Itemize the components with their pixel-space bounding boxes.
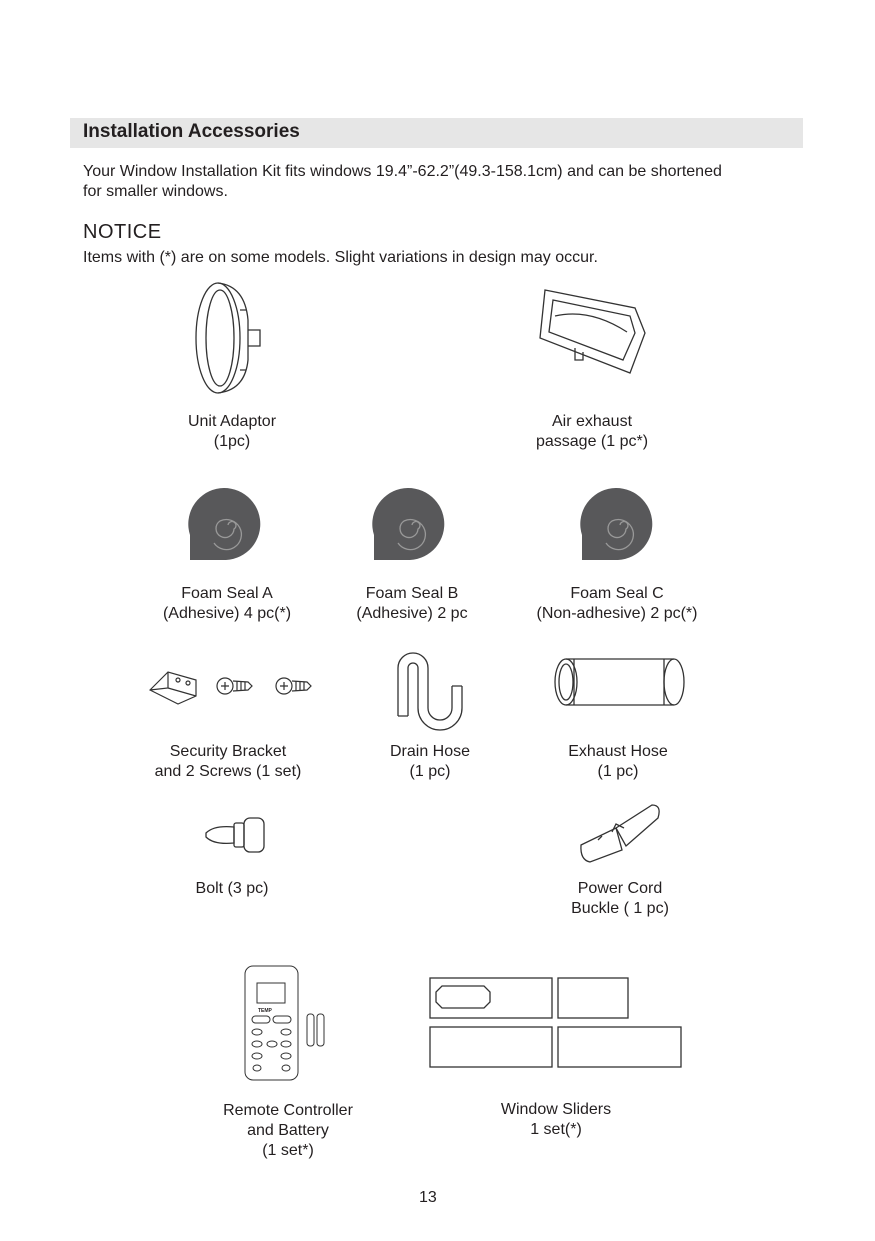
caption-bolt: [112, 879, 352, 899]
caption-air-exhaust: [472, 412, 712, 452]
page-number: 13: [419, 1189, 437, 1206]
intro-line-2: for smaller windows.: [83, 183, 228, 200]
bracket-screws-icon: [148, 668, 313, 708]
caption-line: and Battery: [247, 1122, 329, 1139]
caption-line: Air exhaust: [551, 413, 633, 430]
caption-line: Foam Seal C: [570, 585, 664, 602]
air-exhaust-passage-icon: [535, 288, 650, 378]
caption-line: (1 pc): [409, 763, 451, 780]
caption-unit-adaptor: [112, 412, 352, 452]
foam-seal-b-icon: [372, 490, 452, 565]
caption-line: Bolt (3 pc): [195, 880, 269, 897]
caption-line: (1pc): [213, 433, 251, 450]
caption-line: (Non-adhesive) 2 pc(*): [536, 605, 698, 622]
caption-line: Foam Seal A: [181, 585, 273, 602]
remote-temp-label: TEMP: [258, 1008, 272, 1014]
bolt-icon: [204, 815, 274, 855]
caption-remote-controller: [168, 1101, 408, 1161]
exhaust-hose-icon: [552, 656, 687, 708]
remote-controller-icon: [243, 964, 333, 1084]
caption-line: Buckle ( 1 pc): [571, 900, 669, 917]
caption-line: Power Cord: [577, 880, 663, 897]
caption-line: passage (1 pc*): [535, 433, 649, 450]
intro-line-1: Your Window Installation Kit fits windows 19.4”-62.2”(49.3-158.1cm) and can be shortened: [83, 163, 722, 180]
caption-line: and 2 Screws (1 set): [154, 763, 302, 780]
caption-line: (1 pc): [597, 763, 639, 780]
caption-line: Remote Controller: [223, 1102, 353, 1119]
unit-adaptor-icon: [190, 280, 270, 400]
caption-line: Window Sliders: [500, 1101, 612, 1118]
power-cord-buckle-icon: [578, 800, 663, 865]
caption-line: (1 set*): [262, 1142, 314, 1159]
section-header: [70, 118, 803, 148]
notice-title: NOTICE: [83, 221, 162, 243]
caption-line: Foam Seal B: [365, 585, 459, 602]
window-sliders-icon: [428, 976, 684, 1070]
caption-line: (Adhesive) 4 pc(*): [162, 605, 292, 622]
notice-text: Items with (*) are on some models. Slight variations in design may occur.: [83, 249, 598, 266]
caption-power-cord-buckle: [500, 879, 740, 919]
caption-window-sliders: [436, 1100, 676, 1140]
caption-line: 1 set(*): [530, 1121, 582, 1138]
section-title: Installation Accessories: [83, 121, 300, 142]
caption-exhaust-hose: [498, 742, 738, 782]
foam-seal-c-icon: [580, 490, 660, 565]
foam-seal-a-icon: [188, 490, 268, 565]
caption-foam-seal-b: [292, 584, 532, 624]
caption-line: Unit Adaptor: [187, 413, 277, 430]
caption-line: (Adhesive) 2 pc: [356, 605, 468, 622]
caption-line: Drain Hose: [389, 743, 471, 760]
caption-line: Security Bracket: [169, 743, 287, 760]
caption-foam-seal-c: [497, 584, 737, 624]
drain-hose-icon: [394, 646, 469, 736]
caption-line: Exhaust Hose: [568, 743, 668, 760]
